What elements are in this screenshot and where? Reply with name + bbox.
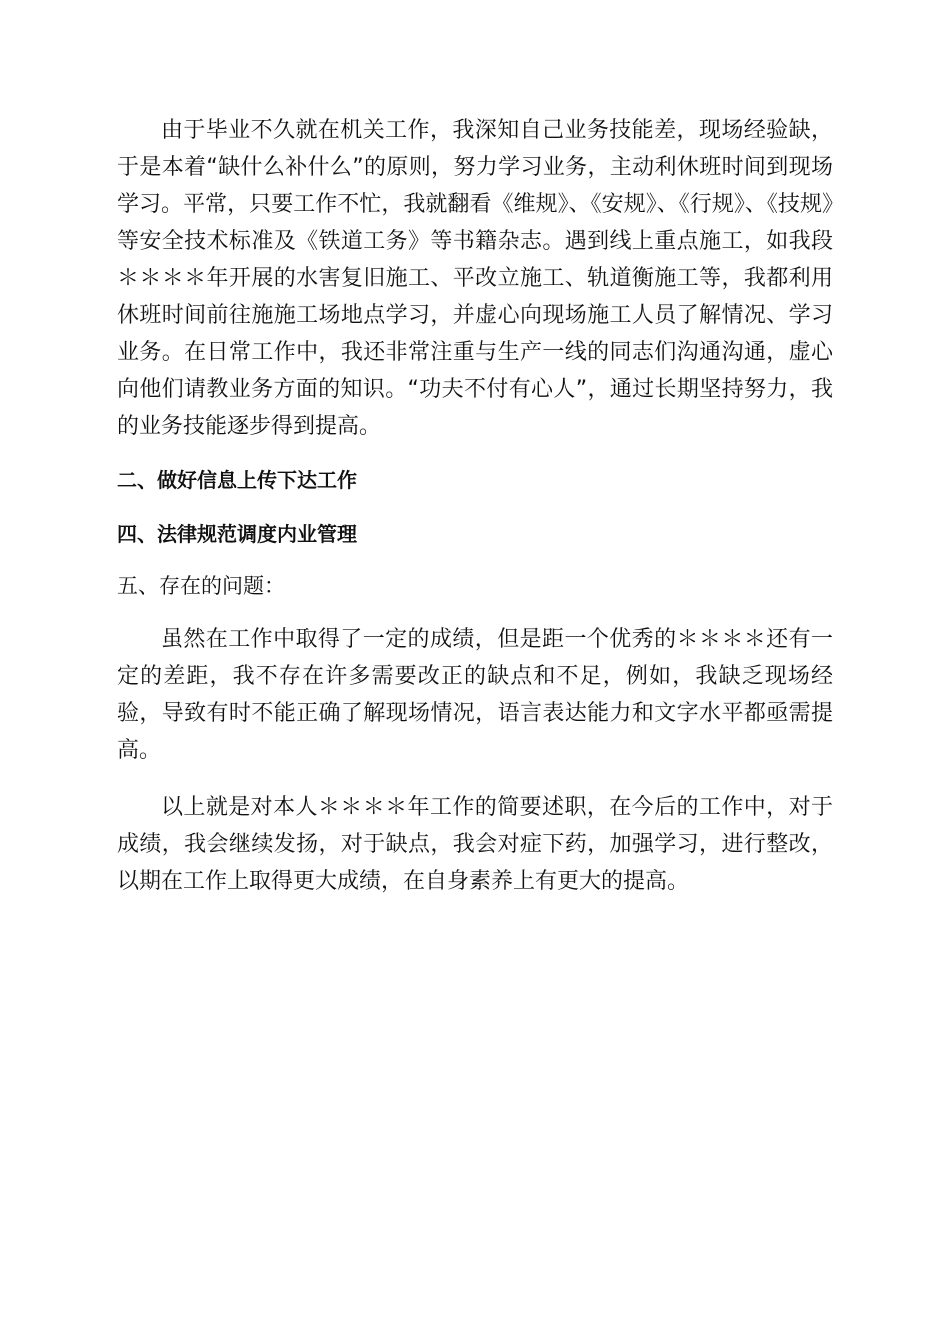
section-heading-2: 二、做好信息上传下达工作 [117, 468, 357, 492]
section-heading-4: 四、法律规范调度内业管理 [117, 522, 357, 546]
section-heading-5: 五、存在的问题： [117, 574, 285, 598]
paragraph-problems: 虽然在工作中取得了一定的成绩，但是距一个优秀的＊＊＊＊还有一定的差距，我不存在许多需要改正的缺点和不足，例如，我缺乏现场经验，导致有时不能正确了解现场情况，语言表达能力和文字水平都亟需提高。 [117, 627, 833, 763]
paragraph-skills-learning: 由于毕业不久就在机关工作，我深知自己业务技能差，现场经验缺，于是本着“缺什么补什么”的原则，努力学习业务，主动利休班时间到现场学习。平常，只要工作不忙，我就翻看《维规》、《安规》、《行规》、《技规》等安全技术标准及《铁道工务》等书籍杂志。遇到线上重点施工，如我段＊＊＊＊年开展的水害复旧施工、平改立施工、轨道衡施工等，我都利用休班时间前往施施工场地点学习，并虚心向现场施工人员了解情况、学习业务。在日常工作中，我还非常注重与生产一线的同志们沟通沟通，虚心向他们请教业务方面的知识。“功夫不付有心人”，通过长期坚持努力，我的业务技能逐步得到提高。 [117, 118, 833, 439]
paragraph-summary: 以上就是对本人＊＊＊＊年工作的简要述职，在今后的工作中，对于成绩，我会继续发扬，对于缺点，我会对症下药，加强学习，进行整改，以期在工作上取得更大成绩，在自身素养上有更大的提高。 [117, 795, 833, 894]
document-page [117, 112, 833, 900]
